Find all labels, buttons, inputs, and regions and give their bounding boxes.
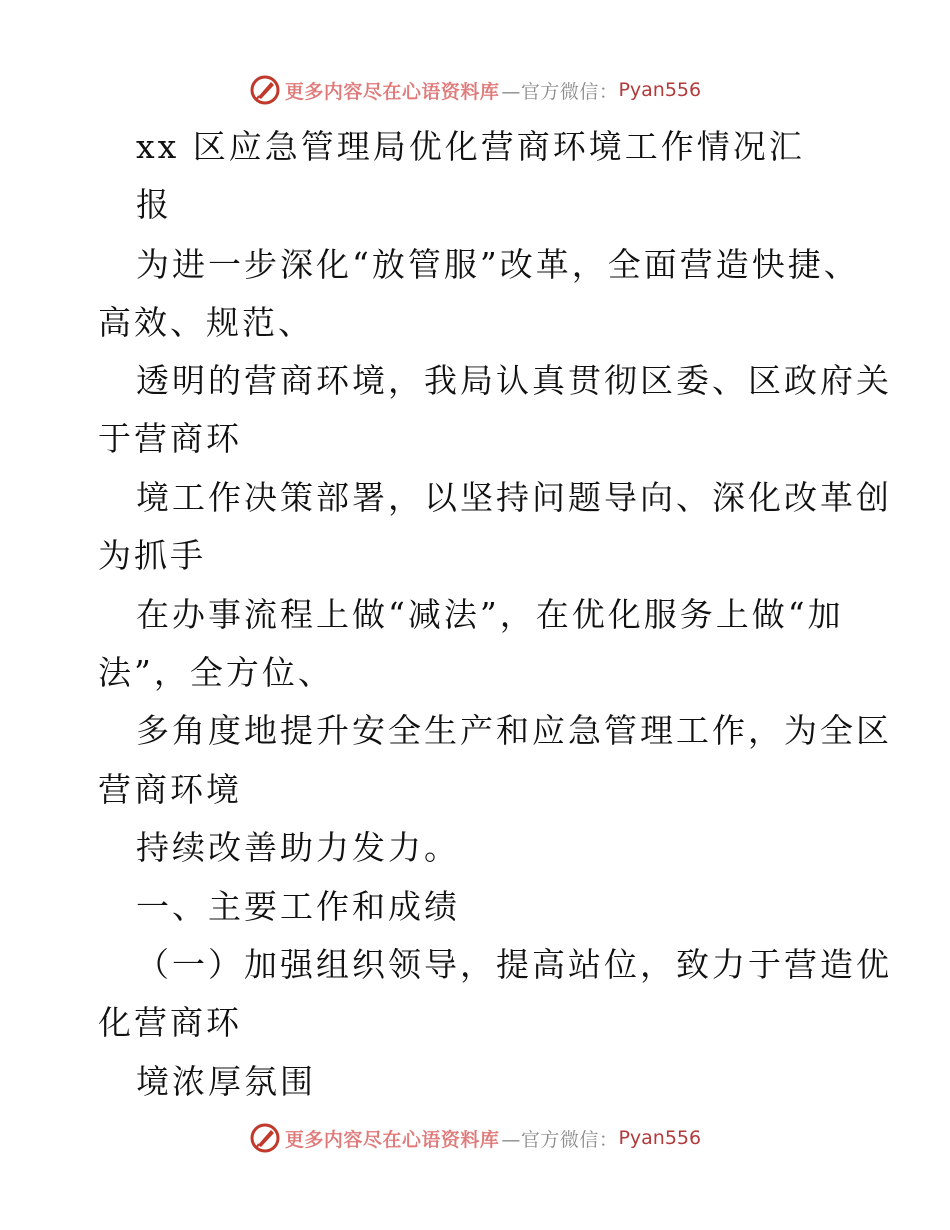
quill-logo-icon: [249, 1122, 281, 1154]
doc-paragraph-line: 持续改善助力发力。: [136, 828, 460, 867]
doc-paragraph-line: 在办事流程上做“减法”，在优化服务上做“加: [136, 595, 844, 634]
banner-text-wechat-id: Pyan556: [618, 79, 702, 101]
doc-paragraph-line: 为进一步深化“放管服”改革，全面营造快捷、: [136, 245, 860, 284]
banner-text-separator: —官方微信：: [501, 80, 619, 103]
banner-text-primary: 更多内容尽在心语资料库: [284, 1128, 500, 1151]
header-watermark-banner: [0, 70, 950, 110]
quill-logo-icon: [249, 74, 281, 106]
doc-title-line-2: 报: [136, 185, 172, 224]
doc-paragraph-line: 多角度地提升安全生产和应急管理工作，为全区: [136, 711, 892, 750]
banner-text-wechat-id: Pyan556: [618, 1127, 702, 1149]
doc-paragraph-line: 高效、规范、: [98, 303, 314, 342]
doc-subsection-heading: 化营商环: [98, 1003, 242, 1042]
doc-section-heading: 一、主要工作和成绩: [136, 887, 460, 926]
footer-watermark-banner: [0, 1118, 950, 1158]
doc-title-line-1: xx 区应急管理局优化营商环境工作情况汇: [136, 127, 805, 166]
doc-paragraph-line: 为抓手: [98, 536, 206, 575]
doc-paragraph-line: 透明的营商环境，我局认真贯彻区委、区政府关: [136, 361, 892, 400]
doc-paragraph-line: 法”，全方位、: [98, 653, 334, 692]
doc-subsection-heading: （一）加强组织领导，提高站位，致力于营造优: [136, 945, 892, 984]
doc-paragraph-line: 境工作决策部署，以坚持问题导向、深化改革创: [136, 478, 892, 517]
doc-paragraph-line: 营商环境: [98, 770, 242, 809]
doc-subsection-heading: 境浓厚氛围: [136, 1062, 316, 1101]
doc-paragraph-line: 于营商环: [98, 419, 242, 458]
banner-text-separator: —官方微信：: [501, 1128, 619, 1151]
banner-text-primary: 更多内容尽在心语资料库: [284, 80, 500, 103]
